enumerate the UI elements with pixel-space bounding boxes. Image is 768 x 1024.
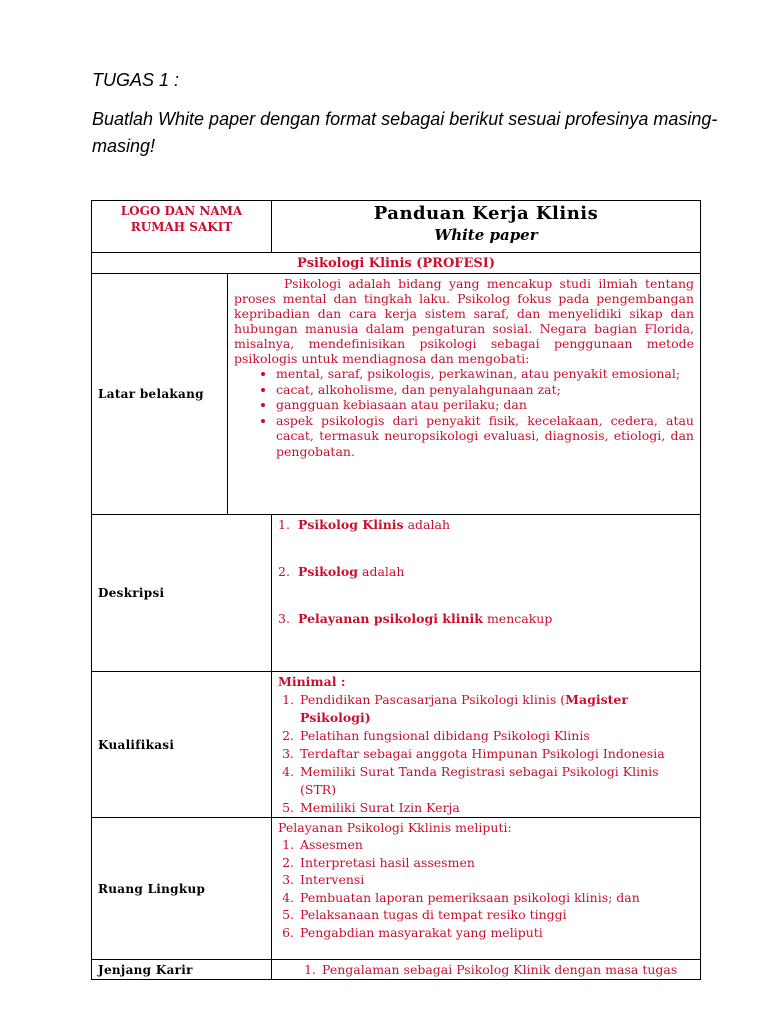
item-number: 1.: [278, 517, 290, 532]
kualifikasi-content: [272, 672, 701, 818]
jenjang-list: [272, 961, 700, 979]
logo-text: LOGO DAN NAMA RUMAH SAKIT: [120, 204, 243, 234]
list-item: 4. Memiliki Surat Tanda Registrasi sebagai Psikologi Klinis (STR): [298, 763, 694, 799]
list-item: [272, 563, 700, 581]
list-item: 4. Pembuatan laporan pemeriksaan psikologi klinis; dan: [298, 889, 694, 907]
list-item: 1. Assesmen: [298, 836, 694, 854]
item-term: Psikolog: [298, 564, 359, 579]
logo-placeholder: [92, 201, 272, 253]
row-label-deskripsi: Deskripsi: [92, 515, 272, 672]
latar-content: [228, 274, 701, 515]
list-item: 3. Intervensi: [298, 871, 694, 889]
list-item: 6. Pengabdian masyarakat yang meliputi: [298, 924, 694, 942]
item-rest: mencakup: [482, 611, 553, 626]
kualifikasi-list: [272, 691, 700, 817]
document-title: Panduan Kerja Klinis: [373, 203, 599, 224]
document-subtitle: White paper: [434, 226, 538, 244]
item-term: Psikolog Klinis: [298, 517, 404, 532]
item-term: Pelayanan psikologi klinik: [298, 611, 483, 626]
deskripsi-content: [272, 515, 701, 672]
item-number: 3.: [278, 611, 290, 626]
item-text: Pendidikan Pascasarjana Psikologi klinis (: [300, 692, 566, 707]
ruang-list: [272, 836, 700, 941]
item-emphasis: Magister Psikologi): [300, 692, 628, 725]
jenjang-content: [272, 960, 701, 980]
list-item: • aspek psikologis dari penyakit fisik, kecelakaan, cedera, atau cacat, termasuk neuropsikologi evaluasi, diagnosis, etiologi, dan pengobatan.: [276, 413, 694, 460]
task-instruction: Buatlah White paper dengan format sebagai berikut sesuai profesinya masing-masing!: [92, 109, 718, 156]
list-item: • mental, saraf, psikologis, perkawinan, atau penyakit emosional;: [276, 366, 694, 382]
ruang-intro: Pelayanan Psikologi Kklinis meliputi:: [278, 820, 512, 835]
latar-paragraph: [228, 274, 700, 366]
latar-paragraph-text: Psikologi adalah bidang yang mencakup studi ilmiah tentang proses mental dan tingkah laku. Psikolog fokus pada pengembangan kepribadian dan cara kerja sistem saraf, dan menyelidiki sikap dan hubungan manusia dalam pengaturan sosial. Negara bagian Florida, misalnya, mendefinisikan psikologi sebagai penggunaan metode psikologis untuk mendiagnosa dan mengobati:: [234, 276, 694, 366]
ruang-content: [272, 818, 701, 960]
kualifikasi-intro: Minimal :: [278, 674, 346, 689]
item-rest: adalah: [358, 564, 405, 579]
list-item: [272, 610, 700, 628]
list-item: 1. Pengalaman sebagai Psikolog Klinik dengan masa tugas: [320, 961, 694, 979]
item-number: 2.: [278, 564, 290, 579]
list-item: • cacat, alkoholisme, dan penyalahgunaan zat;: [276, 382, 694, 398]
white-paper-table: [91, 200, 701, 980]
title-cell: [272, 201, 701, 253]
item-rest: adalah: [403, 517, 450, 532]
row-label-latar: Latar belakang: [92, 274, 228, 515]
list-item: 5. Pelaksanaan tugas di tempat resiko tinggi: [298, 906, 694, 924]
list-item: 5. Memiliki Surat Izin Kerja: [298, 799, 694, 817]
latar-bullet-list: [228, 366, 700, 459]
row-label-kualifikasi: Kualifikasi: [92, 672, 272, 818]
task-title: TUGAS 1 :: [92, 70, 180, 90]
section-title-text: Psikologi Klinis (PROFESI): [296, 255, 496, 271]
list-item: [298, 691, 694, 727]
row-label-ruang: Ruang Lingkup: [92, 818, 272, 960]
row-label-jenjang: Jenjang Karir: [92, 960, 272, 980]
list-item: [272, 516, 700, 534]
list-item: 3. Terdaftar sebagai anggota Himpunan Psikologi Indonesia: [298, 745, 694, 763]
list-item: 2. Interpretasi hasil assesmen: [298, 854, 694, 872]
list-item: 2. Pelatihan fungsional dibidang Psikologi Klinis: [298, 727, 694, 745]
section-title: [92, 253, 701, 274]
list-item: • gangguan kebiasaan atau perilaku; dan: [276, 397, 694, 413]
